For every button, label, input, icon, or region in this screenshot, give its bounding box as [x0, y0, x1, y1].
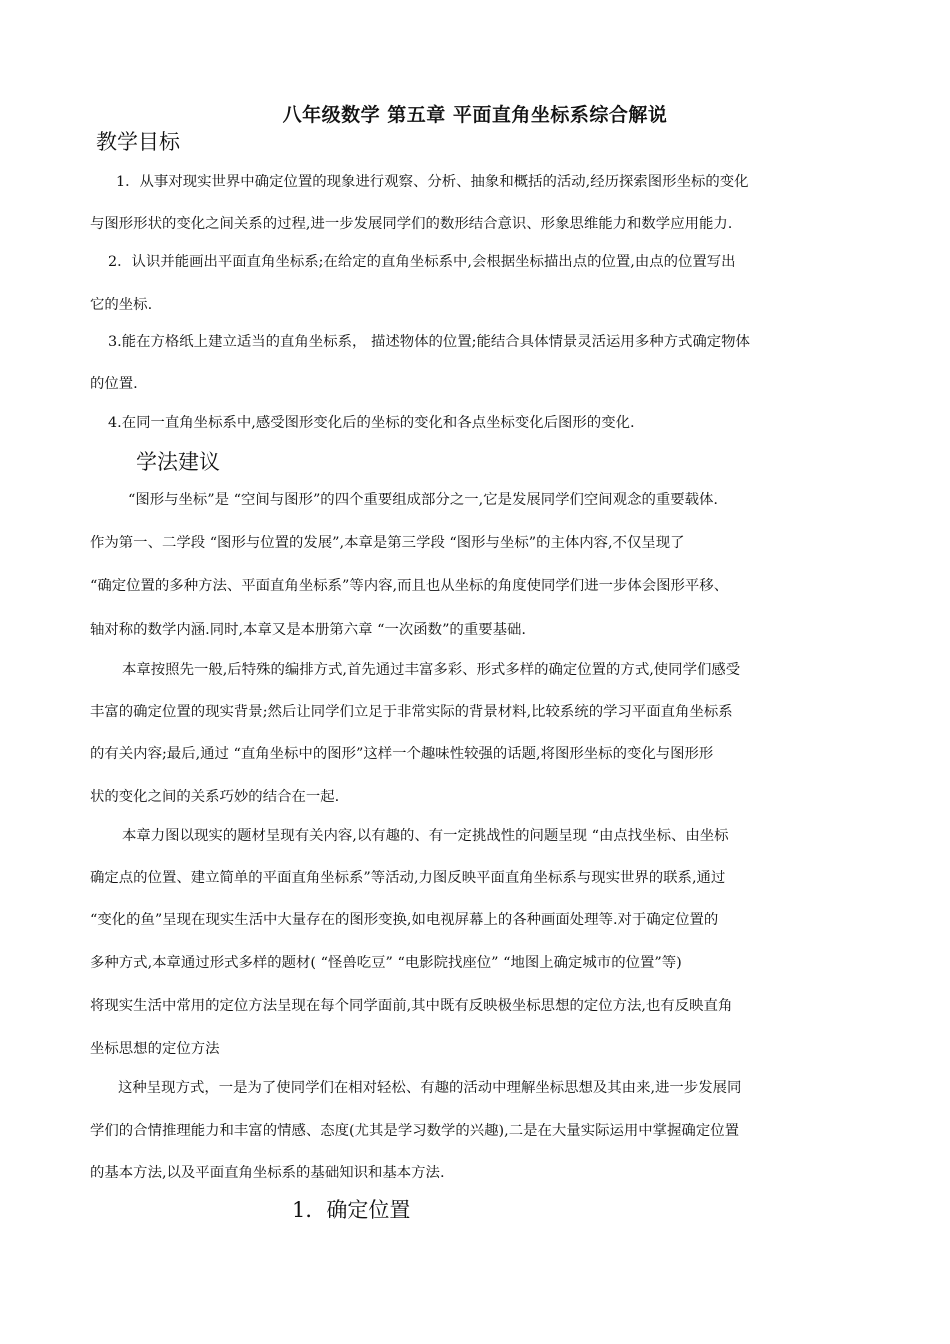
method-line: 本章力图以现实的题材呈现有关内容,以有趣的、有一定挑战性的问题呈现 “由点找坐标、由坐标: [122, 828, 729, 844]
teaching-goal-heading: 教学目标: [96, 130, 180, 154]
method-line: 作为第一、二学段 “图形与位置的发展”,本章是第三学段 “图形与坐标”的主体内容,不仅呈现了: [90, 535, 685, 551]
method-line: 状的变化之间的关系巧妙的结合在一起.: [90, 789, 340, 805]
method-line: 本章按照先一般,后特殊的编排方式,首先通过丰富多彩、形式多样的确定位置的方式,使同学们感受: [122, 662, 741, 678]
goal-line: 的位置.: [90, 376, 138, 392]
method-line: 学们的合情推理能力和丰富的情感、态度(尤其是学习数学的兴趣),二是在大量实际运用中掌握确定位置: [90, 1123, 739, 1139]
method-line: 确定点的位置、建立简单的平面直角坐标系”等活动,力图反映平面直角坐标系与现实世界的联系,通过: [90, 870, 726, 886]
document-title: 八年级数学 第五章 平面直角坐标系综合解说: [282, 104, 668, 126]
method-line: 的有关内容;最后,通过 “直角坐标中的图形”这样一个趣味性较强的话题,将图形坐标的变化与图形形: [90, 746, 714, 762]
goal-line: 2．认识并能画出平面直角坐标系;在给定的直角坐标系中,会根据坐标描出点的位置,由点的位置写出: [108, 254, 736, 270]
goal-line: 它的坐标.: [90, 297, 153, 313]
method-line: “变化的鱼”呈现在现实生活中大量存在的图形变换,如电视屏幕上的各种画面处理等.对于确定位置的: [90, 912, 719, 928]
goal-line: 4.在同一直角坐标系中,感受图形变化后的坐标的变化和各点坐标变化后图形的变化.: [108, 415, 635, 431]
study-method-heading: 学法建议: [136, 450, 220, 474]
method-line: 这种呈现方式，一是为了使同学们在相对轻松、有趣的活动中理解坐标思想及其由来,进一步发展同: [118, 1080, 742, 1096]
method-line: 的基本方法,以及平面直角坐标系的基础知识和基本方法.: [90, 1165, 445, 1181]
method-line: 坐标思想的定位方法: [90, 1041, 220, 1057]
goal-line: 与图形形状的变化之间关系的过程,进一步发展同学们的数形结合意识、形象思维能力和数学应用能力.: [90, 216, 733, 232]
method-line: 丰富的确定位置的现实背景;然后让同学们立足于非常实际的背景材料,比较系统的学习平面直角坐标系: [90, 704, 733, 720]
method-line: 将现实生活中常用的定位方法呈现在每个同学面前,其中既有反映极坐标思想的定位方法,也有反映直角: [90, 998, 733, 1014]
method-line: 多种方式,本章通过形式多样的题材( “怪兽吃豆” “电影院找座位” “地图上确定城市的位置”等): [90, 955, 682, 971]
method-line: “图形与坐标”是 “空间与图形”的四个重要组成部分之一,它是发展同学们空间观念的重要载体.: [128, 492, 718, 508]
method-line: 轴对称的数学内涵.同时,本章又是本册第六章 “一次函数”的重要基础.: [90, 622, 526, 638]
section-1-heading: 1．确定位置: [292, 1198, 411, 1222]
method-line: “确定位置的多种方法、平面直角坐标系”等内容,而且也从坐标的角度使同学们进一步体会图形平移、: [90, 578, 729, 594]
goal-line: 1．从事对现实世界中确定位置的现象进行观察、分析、抽象和概括的活动,经历探索图形坐标的变化: [116, 174, 749, 190]
goal-line: 3.能在方格纸上建立适当的直角坐标系， 描述物体的位置;能结合具体情景灵活运用多种方式确定物体: [108, 334, 750, 350]
